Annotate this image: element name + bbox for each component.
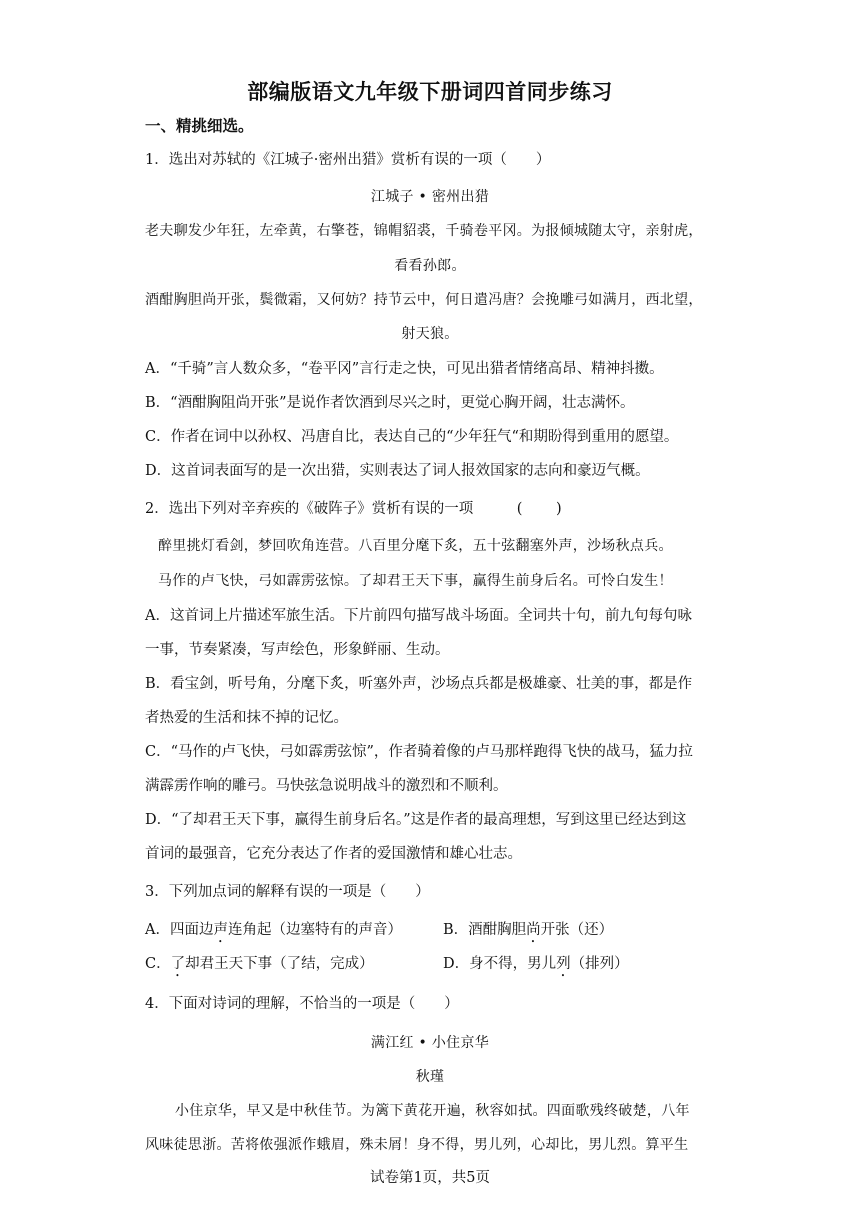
- question-4-poem-author: 秋瑾: [415, 1069, 445, 1085]
- emphasis-dot-word: 了: [170, 956, 186, 972]
- question-2-option-line: 满霹雳作响的雕弓。马快弦急说明战斗的激烈和不顺利。: [145, 778, 508, 794]
- question-4-stem: 4．下面对诗词的理解，不恰当的一项是（ ）: [145, 996, 459, 1012]
- question-1-poem-line: 老夫聊发少年狂，左牵黄，右擎苍，锦帽貂裘，千骑卷平冈。为报倾城随太守，亲射虎，: [145, 223, 703, 239]
- question-4-poem-line: 风味徒思浙。苦将侬强派作蛾眉，殊未屑！身不得，男儿列，心却比，男儿烈。算平生: [145, 1137, 689, 1153]
- question-3-option-b: B．酒酣胸胆尚开张（还）: [443, 922, 614, 938]
- page-title: 部编版语文九年级下册词四首同步练习: [247, 80, 613, 104]
- question-2-stem: 2．选出下列对辛弃疾的《破阵子》赏析有误的一项 ( ): [145, 501, 562, 517]
- question-3-stem: 3．下列加点词的解释有误的一项是（ ）: [145, 884, 430, 900]
- question-1-option-b: B．“酒酣胸阻尚开张”是说作者饮酒到尽兴之时，更觉心胸开阔，壮志满怀。: [145, 395, 635, 411]
- question-2-option-line: A．这首词上片描述军旅生活。下片前四句描写战斗场面。全词共十句，前九句每句咏: [145, 608, 692, 624]
- question-2-option-line: B．看宝剑，听号角，分麾下炙，听塞外声，沙场点兵都是极雄豪、壮美的事，都是作: [145, 676, 693, 692]
- question-2-option-line: C．“马作的卢飞快，弓如霹雳弦惊”，作者骑着像的卢马那样跑得飞快的战马，猛力拉: [145, 744, 693, 760]
- question-2-option-line: D．“了却君王天下事，赢得生前身后名。”这是作者的最高理想，写到这里已经达到这: [145, 812, 687, 828]
- question-2-poem-line: 醉里挑灯看剑，梦回吹角连营。八百里分麾下炙，五十弦翻塞外声，沙场秋点兵。: [158, 538, 673, 554]
- question-1-poem-title: 江城子 • 密州出猎: [370, 189, 490, 205]
- question-1-stem: 1．选出对苏轼的《江城子·密州出猎》赏析有误的一项（ ）: [145, 152, 551, 168]
- question-1-poem-line: 看看孙郎。: [394, 258, 466, 274]
- question-2-poem-line: 马作的卢飞快，弓如霹雳弦惊。了却君王天下事，赢得生前身后名。可怜白发生！: [158, 573, 673, 589]
- question-1-option-a: A．“千骑”言人数众多，“卷平冈”言行走之快，可见出猎者情绪高昂、精神抖擞。: [145, 361, 664, 377]
- page-footer: 试卷第1页，共5页: [370, 1170, 490, 1186]
- question-3-option-c: C．了却君王天下事（了结，完成）: [145, 956, 374, 972]
- question-4-poem-line: 小住京华，早又是中秋佳节。为篱下黄花开遍，秋容如拭。四面歌残终破楚，八年: [175, 1103, 690, 1119]
- question-3-option-d: D．身不得，男儿列（排列）: [443, 956, 629, 972]
- question-2-option-line: 首词的最强音，它充分表达了作者的爱国激情和雄心壮志。: [145, 846, 522, 862]
- question-4-poem-title: 满江红 • 小住京华: [370, 1035, 490, 1051]
- emphasis-dot-word: 尚: [526, 922, 541, 938]
- question-2-option-line: 者热爱的生活和抹不掉的记忆。: [145, 710, 348, 726]
- emphasis-dot-word: 声: [213, 922, 228, 938]
- question-3-option-a: A．四面边声连角起（边塞特有的声音）: [145, 922, 402, 938]
- question-2-option-line: 一事，节奏紧凑，写声绘色，形象鲜丽、生动。: [145, 642, 450, 658]
- question-1-poem-line: 射天狼。: [401, 326, 459, 342]
- question-1-poem-line: 酒酣胸胆尚开张，鬓微霜，又何妨？持节云中，何日遣冯唐？会挽雕弓如满月，西北望，: [145, 292, 703, 308]
- emphasis-dot-word: 列: [556, 956, 571, 972]
- question-1-option-c: C．作者在词中以孙权、冯唐自比，表达自己的“少年狂气“和期盼得到重用的愿望。: [145, 429, 679, 445]
- section-heading: 一、精挑细选。: [145, 117, 254, 135]
- question-1-option-d: D．这首词表面写的是一次出猎，实则表达了词人报效国家的志向和豪迈气概。: [145, 463, 650, 479]
